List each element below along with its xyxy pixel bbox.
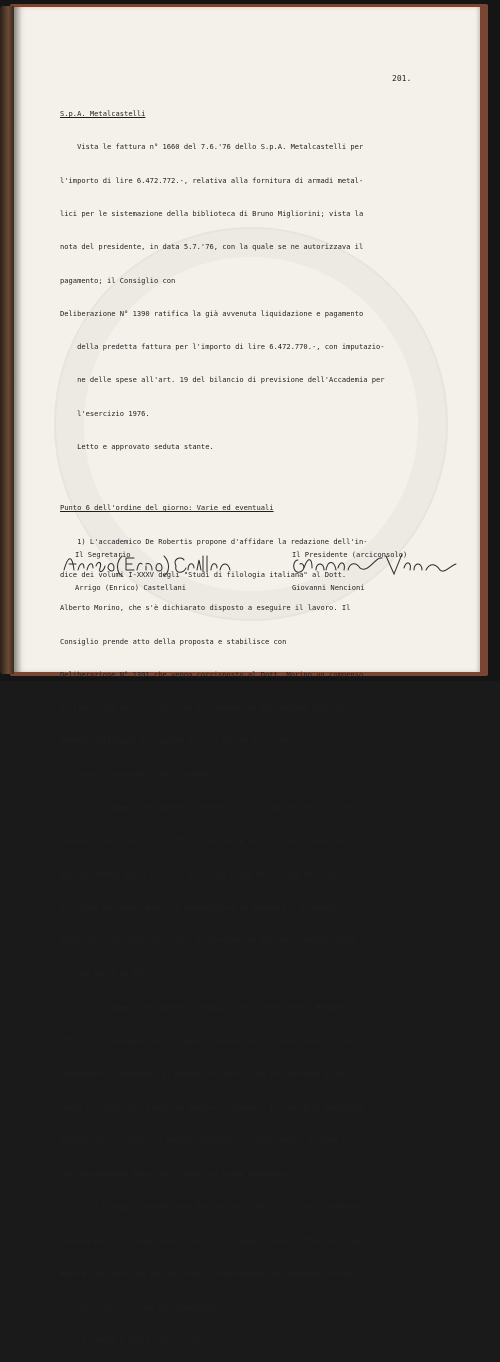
page-gutter-shadow	[14, 7, 22, 672]
text-line: di lire 1.750.000.-, lorde, non escludendo che gli vengano fatti pa-	[60, 703, 351, 713]
minutes-text	[60, 86, 440, 1362]
secretary-handwritten-signature	[60, 548, 235, 580]
secretary-title: Il Segretario	[75, 550, 131, 560]
text-line: pagamento; il Consiglio con	[60, 275, 176, 285]
book-spine	[0, 6, 14, 674]
text-line: dall'Accademia della Crusca") usciranno prima della fine dell'anno.	[60, 869, 347, 879]
text-line: La seduta è tolta alle ore 14.	[60, 1335, 206, 1345]
text-line: l'importo di lire 6.472.772.-, relativa alla fornitura di armadi metal-	[60, 175, 364, 185]
text-line: disposizioni in linea di massima favorevoli, riservandosi di dare la	[60, 1135, 351, 1145]
text-line: 4) Il Consiglio prende atto del desiderio del socio corrispondente	[60, 1202, 359, 1212]
text-line: l'esercizio 1976.	[60, 408, 150, 418]
text-line: offrirà all'Accademia per la pubblicazione nella stessa serie la sua	[60, 1035, 351, 1045]
text-line: in luce entro il 1977.	[60, 969, 154, 979]
text-line: Deliberazione N° 1390 ratifica la già avvenuta liquidazione e pagamento	[60, 308, 364, 318]
text-line: gamenti anticipati in ragione di lire 50.000 il volume.	[60, 736, 295, 746]
president-handwritten-signature	[290, 548, 460, 580]
text-line: Consiglio prende atto della proposta e stabilisce con	[60, 636, 287, 646]
section-heading-metalcastelli: S.p.A. Metalcastelli	[60, 109, 146, 119]
text-line: dice dei volumi I-XXXV degli "Studi di filologia italiana" al Dott.	[60, 570, 347, 580]
text-line: lici per le sistemazione della biblioteca di Bruno Migliorini; vista la	[60, 209, 364, 219]
text-line: Alberto Morino, che s'è dichiarato disposto a eseguire il lavoro. Il	[60, 603, 351, 613]
section-heading-varie: Punto 6 dell'ordine del giorno: Varie ed eventuali	[60, 503, 274, 513]
text-line: 1) L'accademico De Robertis propone d'affidare la redazione dell'in-	[60, 536, 368, 546]
text-line: Letto e approvato seduta stante.	[60, 769, 214, 779]
text-line: (la raccolta è in fase di preparazione).	[60, 1302, 231, 1312]
text-line: matica italiana" una sua raccolta d'osservazioni sui dialetti toscani	[60, 1268, 355, 1278]
text-line: Serianni (nella serie "Scrittori italiani e testi antichi pubblicati	[60, 836, 351, 846]
president-title: Il Presidente (arciconsolo)	[292, 550, 408, 560]
text-line: della predetta fattura per l'importo di lire 6.472.770.-, con imputazio-	[60, 342, 385, 352]
president-name: Giovanni Nencioni	[292, 583, 365, 593]
text-line: 2) L'accademico De Robertis informa che i volumi del Morino e del	[60, 803, 355, 812]
text-line: Vista le fattura n° 1660 del 7.6.'76 dello S.p.A. Metalcastelli per	[60, 142, 364, 152]
text-line: Il volume del Pozzo andrà in composizione in novembre o dicembre;	[60, 902, 338, 912]
text-line: Gerhard Rohlfs di veder pubblicata in un quaderno degli "Studi di gram-	[60, 1235, 364, 1245]
text-line: Deliberazione N° 1391 che venga corrisposto al Dott. Morino un compenso	[60, 669, 364, 679]
text-line: sua approvazione dopo che l'opera sia stata esaminata.	[60, 1169, 291, 1179]
text-line: sario (in tutto circa 400-450 pagine di stampa). Il Consiglio manifesta	[60, 1102, 364, 1112]
secretary-name: Arrigo (Enrico) Castellani	[75, 583, 187, 593]
text-line: nota del presidente, in data 5.7.'76, con la quale se ne autorizzava il	[60, 242, 364, 252]
text-line: ne delle spese all'art. 19 del bilancio di previsione dell'Accademia per	[60, 375, 385, 385]
page-number: 201.	[392, 74, 412, 83]
text-line: quello dell'Agostini poco dopo. Si prevede che entrambi vedranno dati	[60, 936, 355, 946]
text-line: edizione del Canzoniere di Gasparo Visconti, con introduzione e glos-	[60, 1069, 355, 1079]
text-line: Letto e approvato seduta stante.	[60, 442, 214, 451]
text-line: 3) L'accademico De Robertis comunica che il Dott. Paolo Bongrani	[60, 1002, 351, 1012]
